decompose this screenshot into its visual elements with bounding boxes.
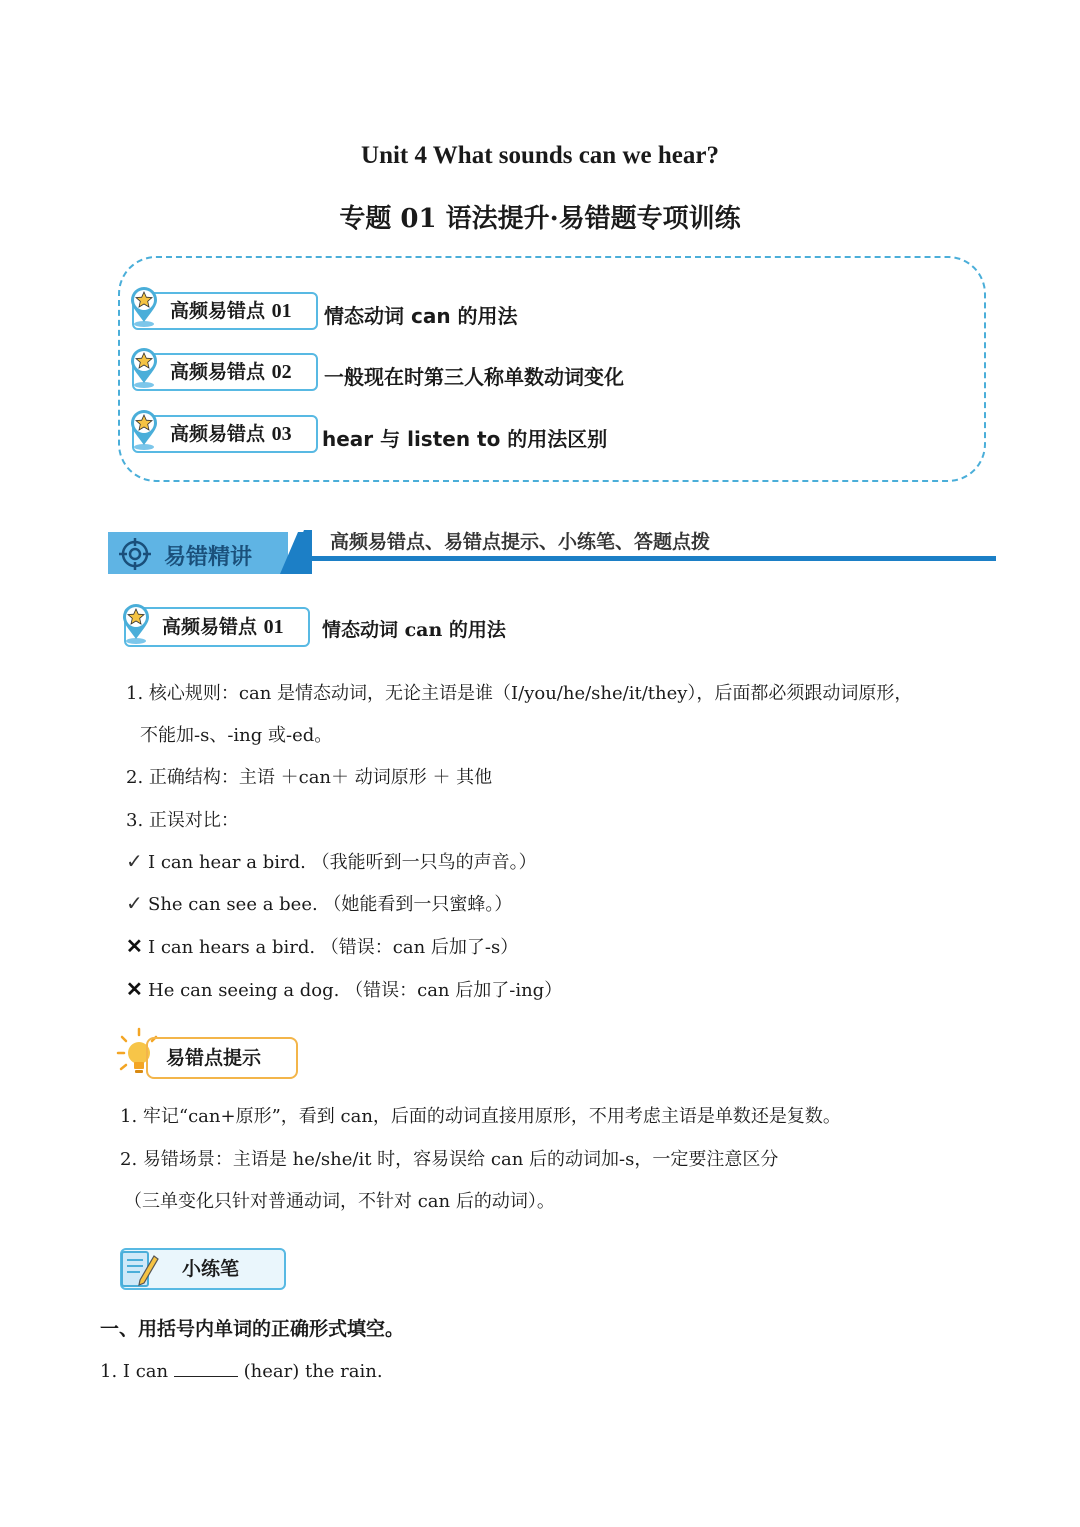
toc-item-2[interactable] [128, 353, 728, 397]
notebook-pencil-icon [118, 1246, 160, 1292]
example-correct [126, 848, 537, 874]
target-icon [118, 537, 152, 571]
toc-tag-num: 01 [271, 300, 292, 322]
rule-line: 1. 核心规则：can 是情态动词，无论主语是谁（I/you/he/she/it/they），后面都必须跟动词原形， [126, 683, 913, 704]
tip-line: 2. 易错场景：主语是 he/she/it 时，容易误给 can 后的动词加-s，一定要注意区分 [120, 1149, 779, 1170]
example-text: She can see a bee. （她能看到一只蜜蜂。） [148, 894, 513, 915]
location-pin-icon [120, 603, 152, 645]
toc-tag-label: 高频易错点 [170, 423, 266, 445]
toc-item-text: 一般现在时第三人称单数动词变化 [324, 365, 624, 389]
cross-icon: ✕ [126, 977, 143, 1001]
toc-tag-label: 高频易错点 [170, 300, 266, 322]
example-text: I can hears a bird. （错误：can 后加了-s） [148, 937, 519, 958]
example-correct [126, 890, 512, 916]
toc-item-text: hear 与 listen to 的用法区别 [322, 427, 608, 451]
unit-title: Unit 4 What sounds can we hear? [361, 142, 719, 169]
location-pin-icon [128, 347, 160, 389]
tip-label: 易错点提示 [146, 1037, 298, 1079]
cross-icon: ✕ [126, 934, 143, 958]
point-tag-num: 01 [263, 616, 284, 638]
answer-blank[interactable] [174, 1358, 238, 1377]
tip-line: 1. 牢记“can+原形”，看到 can，后面的动词直接用原形，不用考虑主语是单数还是复数。 [120, 1106, 841, 1127]
tip-line: （三单变化只针对普通动词，不针对 can 后的动词）。 [124, 1191, 555, 1212]
rule-line: 不能加-s、-ing 或-ed。 [140, 725, 333, 746]
toc-tag-num: 02 [271, 361, 292, 383]
practice-label: 小练笔 [120, 1248, 286, 1290]
point-tag-label: 高频易错点 [162, 616, 258, 638]
check-icon: ✓ [126, 891, 143, 915]
point-title: 情态动词 can 的用法 [322, 619, 506, 641]
question-1 [100, 1358, 383, 1382]
example-wrong [126, 933, 518, 959]
topic-title: 专题 01 语法提升·易错题专项训练 [339, 204, 741, 234]
rule-line: 3. 正误对比： [126, 810, 239, 831]
location-pin-icon [128, 286, 160, 328]
example-text: He can seeing a dog. （错误：can 后加了-ing） [148, 980, 563, 1001]
rule-line: 2. 正确结构：主语 ＋can＋ 动词原形 ＋ 其他 [126, 767, 493, 788]
question-text: (hear) the rain. [243, 1361, 383, 1382]
location-pin-icon [128, 409, 160, 451]
banner-label: 易错精讲 [164, 545, 253, 570]
question-text: 1. I can [100, 1361, 169, 1382]
check-icon: ✓ [126, 849, 143, 873]
example-wrong [126, 976, 562, 1002]
toc-tag-label: 高频易错点 [170, 361, 266, 383]
point-header [120, 607, 720, 653]
banner-desc: 高频易错点、易错点提示、小练笔、答题点拨 [330, 531, 711, 553]
section-banner [108, 530, 996, 576]
toc-item-3[interactable] [128, 415, 728, 459]
toc-item-text: 情态动词 can 的用法 [324, 304, 518, 328]
example-text: I can hear a bird. （我能听到一只鸟的声音。） [148, 852, 537, 873]
toc-tag-num: 03 [271, 423, 292, 445]
exercise-heading: 一、用括号内单词的正确形式填空。 [100, 1318, 405, 1340]
toc-item-1[interactable] [128, 292, 728, 336]
